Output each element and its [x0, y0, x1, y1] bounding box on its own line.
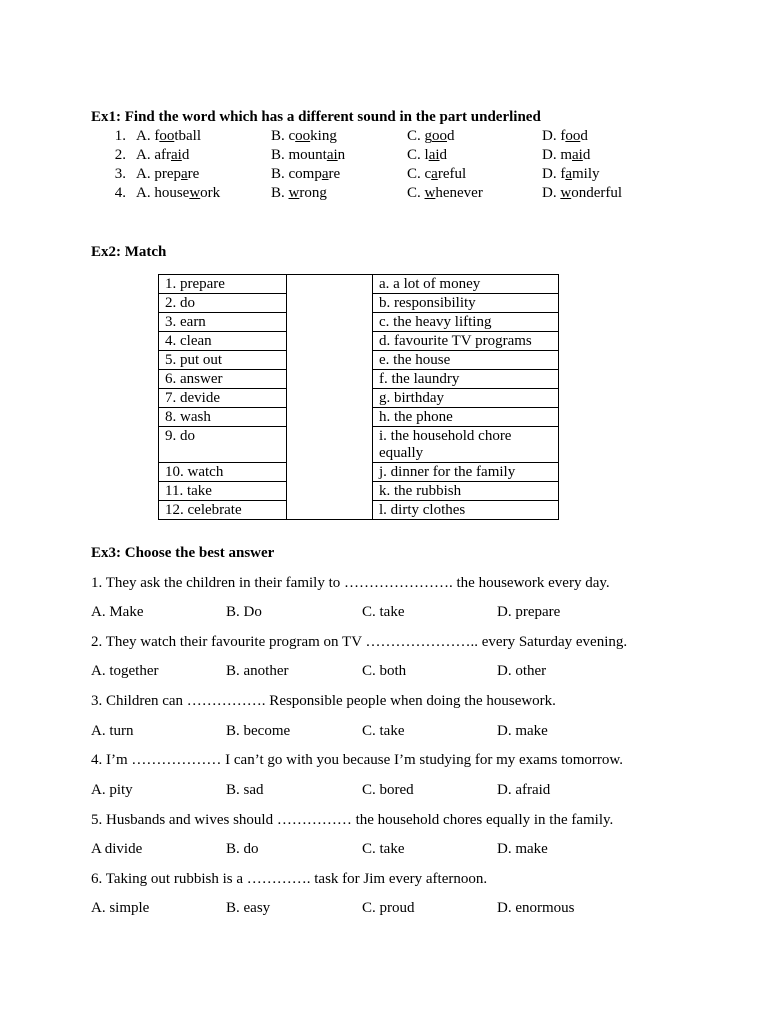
ex1-option: A. prepare [136, 166, 200, 182]
ex1-option: C. careful [407, 166, 467, 182]
match-left-cell: 8. wash [159, 408, 287, 427]
match-left-cell: 3. earn [159, 313, 287, 332]
match-answer-column [287, 275, 373, 520]
ex1-option: B. mountain [271, 147, 346, 163]
match-left-cell: 12. celebrate [159, 501, 287, 520]
match-left-cell: 9. do [159, 427, 287, 463]
ex1-option: C. laid [407, 147, 448, 163]
question-text: 2. They watch their favourite program on TV ………………….. every Saturday evening. [91, 634, 628, 650]
match-right-cell: g. birthday [373, 389, 559, 408]
answer-option: D. other [497, 663, 547, 679]
ex1-item [0, 166, 768, 185]
answer-option: C. take [362, 604, 405, 620]
question-text: 3. Children can ……………. Responsible people when doing the housework. [91, 693, 556, 709]
ex1-option: B. cooking [271, 128, 337, 144]
answer-option: B. easy [226, 900, 271, 916]
answer-option: A. together [91, 663, 159, 679]
answer-option: D. prepare [497, 604, 561, 620]
ex1-item [0, 185, 768, 204]
ex1-option: C. whenever [407, 185, 483, 201]
match-right-cell: b. responsibility [373, 294, 559, 313]
ex1-option: D. wonderful [542, 185, 623, 201]
question-text: 4. I’m ……………… I can’t go with you because I’m studying for my exams tomorrow. [91, 752, 623, 768]
match-left-cell: 4. clean [159, 332, 287, 351]
match-right-cell: j. dinner for the family [373, 463, 559, 482]
ex1-item-number: 4. [114, 185, 126, 201]
match-right-cell: k. the rubbish [373, 482, 559, 501]
match-left-cell: 7. devide [159, 389, 287, 408]
answer-option: D. make [497, 723, 548, 739]
ex1-option: A. football [136, 128, 201, 144]
answer-option: C. both [362, 663, 407, 679]
answer-option: C. proud [362, 900, 415, 916]
ex1-item [0, 147, 768, 166]
ex1-item [0, 128, 768, 147]
answer-option: C. take [362, 723, 405, 739]
answer-option: A. pity [91, 782, 133, 798]
ex1-option: D. food [542, 128, 588, 144]
ex1-item-number: 3. [114, 166, 126, 182]
match-right-cell: d. favourite TV programs [373, 332, 559, 351]
match-left-cell: 10. watch [159, 463, 287, 482]
answer-option: D. make [497, 841, 548, 857]
answer-option: C. take [362, 841, 405, 857]
match-left-cell: 5. put out [159, 351, 287, 370]
match-left-cell: 1. prepare [159, 275, 287, 294]
ex1-item-number: 1. [114, 128, 126, 144]
match-right-cell: l. dirty clothes [373, 501, 559, 520]
ex1-option: D. family [542, 166, 600, 182]
match-right-cell: c. the heavy lifting [373, 313, 559, 332]
question-text: 6. Taking out rubbish is a …………. task for Jim every afternoon. [91, 871, 488, 887]
answer-option: A. turn [91, 723, 134, 739]
answer-option: D. afraid [497, 782, 551, 798]
ex1-option: A. afraid [136, 147, 190, 163]
match-table [158, 274, 559, 520]
answer-option: D. enormous [497, 900, 575, 916]
match-left-cell: 11. take [159, 482, 287, 501]
match-right-cell: a. a lot of money [373, 275, 559, 294]
answer-option: B. do [226, 841, 259, 857]
match-left-cell: 6. answer [159, 370, 287, 389]
match-right-cell: i. the household chore equally [373, 427, 559, 463]
match-right-cell: e. the house [373, 351, 559, 370]
table-row [159, 275, 559, 294]
question-text: 1. They ask the children in their family to …………………. the housework every day. [91, 575, 610, 591]
ex1-item-number: 2. [114, 147, 126, 163]
answer-option: A. Make [91, 604, 144, 620]
ex1-option: D. maid [542, 147, 591, 163]
answer-option: C. bored [362, 782, 414, 798]
ex3-heading: Ex3: Choose the best answer [91, 545, 275, 561]
answer-option: B. Do [226, 604, 262, 620]
ex1-option: C. good [407, 128, 455, 144]
ex1-option: B. wrong [271, 185, 327, 201]
answer-option: B. become [226, 723, 291, 739]
match-right-cell: h. the phone [373, 408, 559, 427]
ex1-heading: Ex1: Find the word which has a different sound in the part underlined [91, 109, 541, 125]
ex1-option: B. compare [271, 166, 341, 182]
question-text: 5. Husbands and wives should …………… the household chores equally in the family. [91, 812, 614, 828]
answer-option: B. another [226, 663, 289, 679]
ex2-heading: Ex2: Match [91, 244, 167, 260]
answer-option: A divide [91, 841, 143, 857]
match-right-cell: f. the laundry [373, 370, 559, 389]
ex1-option: A. housework [136, 185, 221, 201]
answer-option: A. simple [91, 900, 150, 916]
answer-option: B. sad [226, 782, 264, 798]
match-left-cell: 2. do [159, 294, 287, 313]
